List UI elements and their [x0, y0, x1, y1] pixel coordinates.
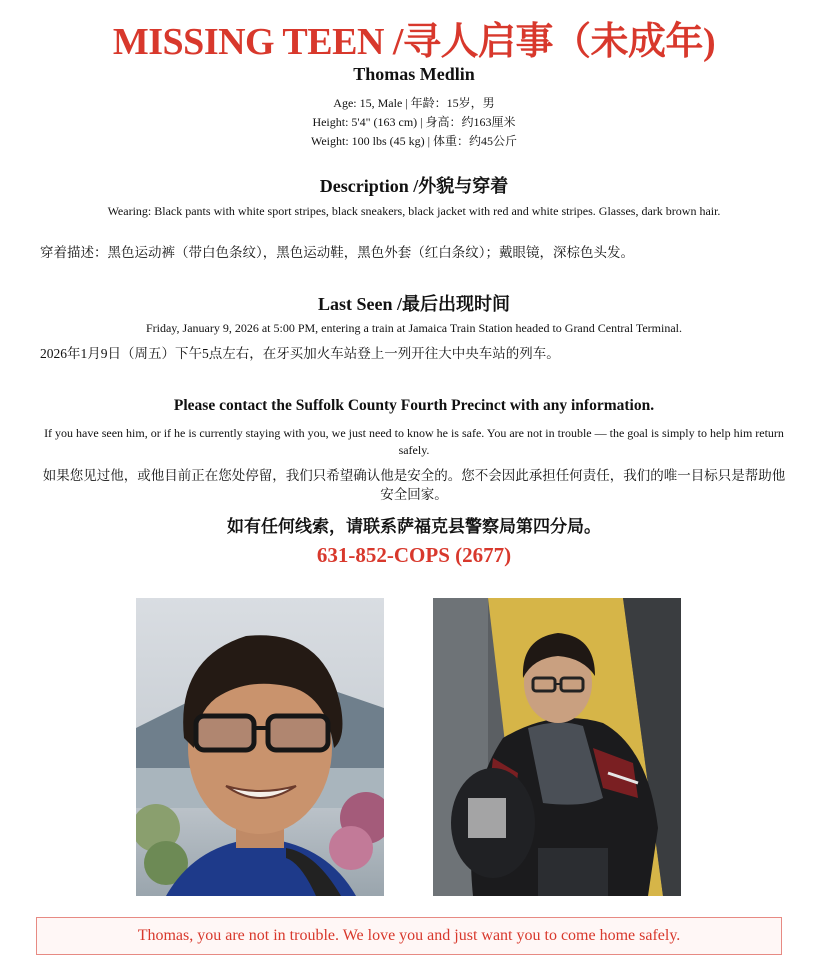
person-name: Thomas Medlin: [353, 64, 475, 84]
footer-message-box: [36, 917, 782, 955]
description-heading: Description /外貌与穿着: [319, 176, 509, 196]
stats-height: Height: 5'4" (163 cm) | 身高：约163厘米: [312, 115, 516, 129]
description-english: Wearing: Black pants with white sport stripes, black sneakers, black jacket with red and white stripes. Glasses, dark brown hair.: [107, 204, 721, 218]
contact-chinese-heading: 如有任何线索，请联系萨福克县警察局第四分局。: [227, 517, 601, 536]
contact-chinese: 如果您见过他，或他目前正在您处停留，我们只希望确认他是安全的。您不会因此承担任何责任，我们的唯一目标只是帮助他安全回家。: [42, 468, 786, 502]
contact-phone: 631-852-COPS (2677): [316, 543, 512, 567]
stats-weight: Weight: 100 lbs (45 kg) | 体重：约45公斤: [310, 134, 518, 148]
last-seen-english: Friday, January 9, 2026 at 5:00 PM, entering a train at Jamaica Train Station headed to Grand Central Terminal.: [145, 321, 683, 335]
stats-block: [0, 94, 828, 151]
page-title: MISSING TEEN /寻人启事（未成年): [112, 21, 716, 63]
last-seen-heading: Last Seen /最后出现时间: [317, 294, 510, 314]
surveillance-photo: [433, 598, 681, 896]
stats-age: Age: 15, Male | 年龄：15岁，男: [333, 96, 495, 110]
contact-english: If you have seen him, or if he is currently staying with you, we just need to know he is safe. You are not in trouble — the goal is simply to help him return safely.: [44, 426, 784, 457]
portrait-photo: [136, 598, 384, 896]
description-chinese: 穿着描述：黑色运动裤（带白色条纹），黑色运动鞋，黑色外套（红白条纹）；戴眼镜，深棕色头发。: [40, 245, 634, 260]
last-seen-chinese: 2026年1月9日（周五）下午5点左右，在牙买加火车站登上一列开往大中央车站的列车。: [40, 346, 560, 361]
footer-message: Thomas, you are not in trouble. We love you and just want you to come home safely.: [137, 927, 681, 944]
contact-heading: Please contact the Suffolk County Fourth Precinct with any information.: [173, 397, 655, 414]
